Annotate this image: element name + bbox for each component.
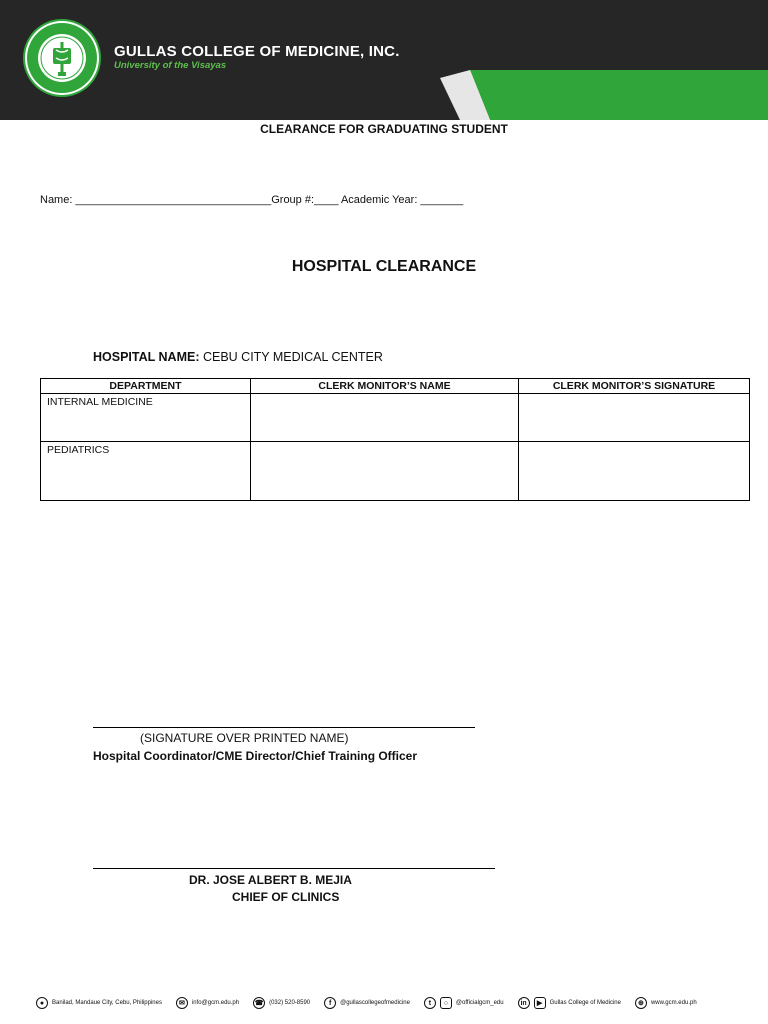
document-title: CLEARANCE FOR GRADUATING STUDENT (260, 122, 508, 136)
signature-caption: (SIGNATURE OVER PRINTED NAME) (140, 731, 349, 745)
globe-icon: ⊕ (635, 997, 647, 1009)
letterhead-footer (36, 994, 736, 1012)
footer-social-text: @officialgcm_edu (455, 1000, 504, 1006)
column-header-clerk-signature: CLERK MONITOR’S SIGNATURE (519, 379, 750, 394)
college-name: GULLAS COLLEGE OF MEDICINE, INC. (114, 43, 400, 60)
footer-address (36, 997, 162, 1009)
footer-website (635, 997, 697, 1009)
footer-linkedin-youtube (518, 997, 621, 1009)
clearance-table (40, 378, 750, 501)
youtube-icon: ▶ (534, 997, 546, 1009)
department-cell: PEDIATRICS (41, 442, 251, 501)
signature-line-coordinator (93, 727, 475, 728)
coordinator-role: Hospital Coordinator/CME Director/Chief Training Officer (93, 749, 418, 763)
phone-icon: ☎ (253, 997, 265, 1009)
clerk-signature-cell (519, 394, 750, 442)
chief-title: CHIEF OF CLINICS (232, 890, 340, 904)
footer-email-text: info@gcm.edu.ph (191, 1000, 240, 1006)
footer-phone (253, 997, 310, 1009)
table-row (41, 394, 750, 442)
student-info-line: Name: ________________________________Group #:____ Academic Year: _______ (40, 194, 464, 206)
header-green-band (470, 70, 768, 120)
location-pin-icon: ● (36, 997, 48, 1009)
letterhead-header (0, 0, 768, 120)
college-subtitle: University of the Visayas (114, 60, 227, 71)
signature-line-chief (93, 868, 495, 869)
instagram-icon: ○ (440, 997, 452, 1009)
clerk-name-cell (251, 394, 519, 442)
footer-channel-text: Gullas College of Medicine (549, 1000, 621, 1006)
table-header-row (41, 379, 750, 394)
clerk-name-cell (251, 442, 519, 501)
footer-email (176, 997, 239, 1009)
twitter-icon: t (424, 997, 436, 1009)
hospital-name-value: CEBU CITY MEDICAL CENTER (202, 350, 383, 364)
footer-phone-text: (032) 520-8590 (269, 1000, 311, 1006)
column-header-department: DEPARTMENT (41, 379, 251, 394)
hospital-name-label: HOSPITAL NAME: (93, 350, 200, 364)
envelope-icon: ✉ (176, 997, 188, 1009)
footer-website-text: www.gcm.edu.ph (650, 1000, 697, 1006)
section-title: HOSPITAL CLEARANCE (291, 258, 477, 275)
linkedin-icon: in (518, 997, 530, 1009)
clerk-signature-cell (519, 442, 750, 501)
footer-address-text: Banilad, Mandaue City, Cebu, Philippines (52, 1000, 162, 1006)
facebook-icon: f (324, 997, 336, 1009)
footer-facebook-text: @gullascollegeofmedicine (340, 1000, 410, 1006)
department-cell: INTERNAL MEDICINE (41, 394, 251, 442)
table-row (41, 442, 750, 501)
chief-name: DR. JOSE ALBERT B. MEJIA (189, 873, 352, 887)
footer-twitter-instagram (424, 997, 504, 1009)
hospital-name-line (93, 350, 383, 364)
footer-facebook (324, 997, 410, 1009)
college-seal (22, 18, 102, 98)
column-header-clerk-name: CLERK MONITOR’S NAME (251, 379, 519, 394)
